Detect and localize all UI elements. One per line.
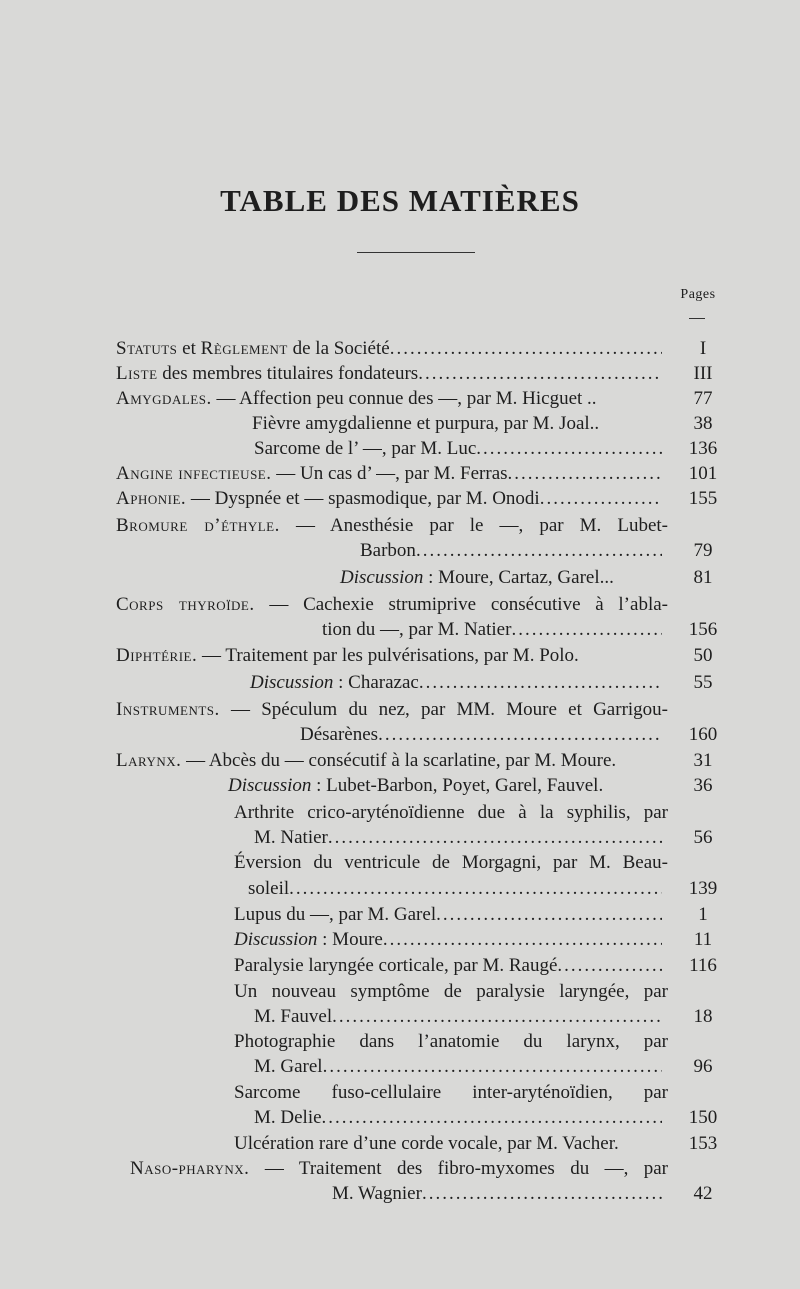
- page-number: 156: [688, 619, 718, 640]
- toc-entry: Discussion : Charazac .....: [250, 670, 662, 696]
- toc-entry: M. Fauvel .....: [254, 1004, 662, 1030]
- title-rule: [357, 252, 475, 253]
- toc-entry: Arthrite crico-aryténoïdienne due à la syphilis, par: [234, 802, 668, 823]
- toc-entry: Bromure d’éthyle. — Anesthésie par le —, par M. Lubet-: [116, 515, 669, 536]
- page-number: 101: [688, 463, 718, 484]
- toc-entry: Liste des membres titulaires fondateurs .....: [116, 361, 662, 387]
- toc-entry: Naso-pharynx. — Traitement des fibro-myxomes du —, par: [130, 1158, 668, 1179]
- toc-entry: Discussion : Moure, Cartaz, Garel...: [340, 567, 614, 588]
- page-number: 79: [693, 540, 713, 561]
- toc-entry: Discussion : Lubet-Barbon, Poyet, Garel, Fauvel.: [228, 775, 604, 796]
- page-number: 56: [693, 827, 713, 848]
- page-number: I: [699, 338, 707, 359]
- toc-entry: Barbon .....: [360, 538, 662, 564]
- toc-entry: Paralysie laryngée corticale, par M. Raugé .....: [234, 953, 662, 979]
- toc-entry: Statuts et Règlement de la Société .....: [116, 336, 662, 362]
- page-number: 155: [688, 488, 718, 509]
- page-number: 18: [693, 1006, 713, 1027]
- page-number: 96: [693, 1056, 713, 1077]
- toc-entry: Instruments. — Spéculum du nez, par MM. Moure et Garrigou-: [116, 699, 668, 720]
- toc-entry: M. Wagnier .....: [332, 1181, 662, 1207]
- page-number: 160: [688, 724, 718, 745]
- toc-entry: Photographie dans l’anatomie du larynx, par: [234, 1031, 668, 1052]
- page-title: TABLE DES MATIÈRES: [220, 183, 580, 218]
- page-number: 31: [693, 750, 713, 771]
- toc-entry: Aphonie. — Dyspnée et — spasmodique, par M. Onodi .....: [116, 486, 662, 512]
- toc-entry: M. Delie .....: [254, 1105, 662, 1131]
- toc-entry: Amygdales. — Affection peu connue des —, par M. Hicguet ..: [116, 388, 597, 409]
- toc-entry: Fièvre amygdalienne et purpura, par M. Joal..: [252, 413, 600, 434]
- toc-entry: Un nouveau symptôme de paralysie laryngée, par: [234, 981, 668, 1002]
- page-number: 1: [698, 904, 708, 925]
- page-number: 77: [693, 388, 713, 409]
- toc-entry: Éversion du ventricule de Morgagni, par M. Beau-: [234, 852, 668, 873]
- toc-entry: M. Garel .....: [254, 1054, 662, 1080]
- page-number: 42: [693, 1183, 713, 1204]
- toc-entry: Larynx. — Abcès du — consécutif à la scarlatine, par M. Moure.: [116, 750, 617, 771]
- page-number: 139: [688, 878, 718, 899]
- pages-column-label: Pages: [680, 287, 716, 302]
- page-number: 50: [693, 645, 713, 666]
- toc-entry: tion du —, par M. Natier .....: [322, 617, 662, 643]
- toc-entry: Angine infectieuse. — Un cas d’ —, par M. Ferras .....: [116, 461, 662, 487]
- toc-entry: Lupus du —, par M. Garel .....: [234, 902, 662, 928]
- toc-entry: Discussion : Moure .....: [234, 927, 662, 953]
- page-number: 116: [689, 955, 717, 976]
- toc-entry: Désarènes .....: [300, 722, 662, 748]
- toc-entry: Diphtérie. — Traitement par les pulvérisations, par M. Polo.: [116, 645, 579, 666]
- page-number: 153: [688, 1133, 718, 1154]
- page-number: 11: [693, 929, 713, 950]
- page-number: III: [693, 363, 713, 384]
- toc-entry: Sarcome fuso-cellulaire inter-aryténoïdien, par: [234, 1082, 668, 1103]
- toc-entry: Corps thyroïde. — Cachexie strumiprive consécutive à l’abla-: [116, 594, 668, 615]
- toc-entry: M. Natier .....: [254, 825, 662, 851]
- page-number: 55: [693, 672, 713, 693]
- toc-entry: soleil .....: [248, 876, 662, 902]
- page-number: 150: [688, 1107, 718, 1128]
- page-number: 38: [693, 413, 713, 434]
- page-number: 81: [693, 567, 713, 588]
- pages-dash: [689, 318, 705, 319]
- page-number: 136: [688, 438, 718, 459]
- toc-entry: Sarcome de l’ —, par M. Luc .....: [254, 436, 662, 462]
- toc-entry: Ulcération rare d’une corde vocale, par M. Vacher.: [234, 1133, 619, 1154]
- page-number: 36: [693, 775, 713, 796]
